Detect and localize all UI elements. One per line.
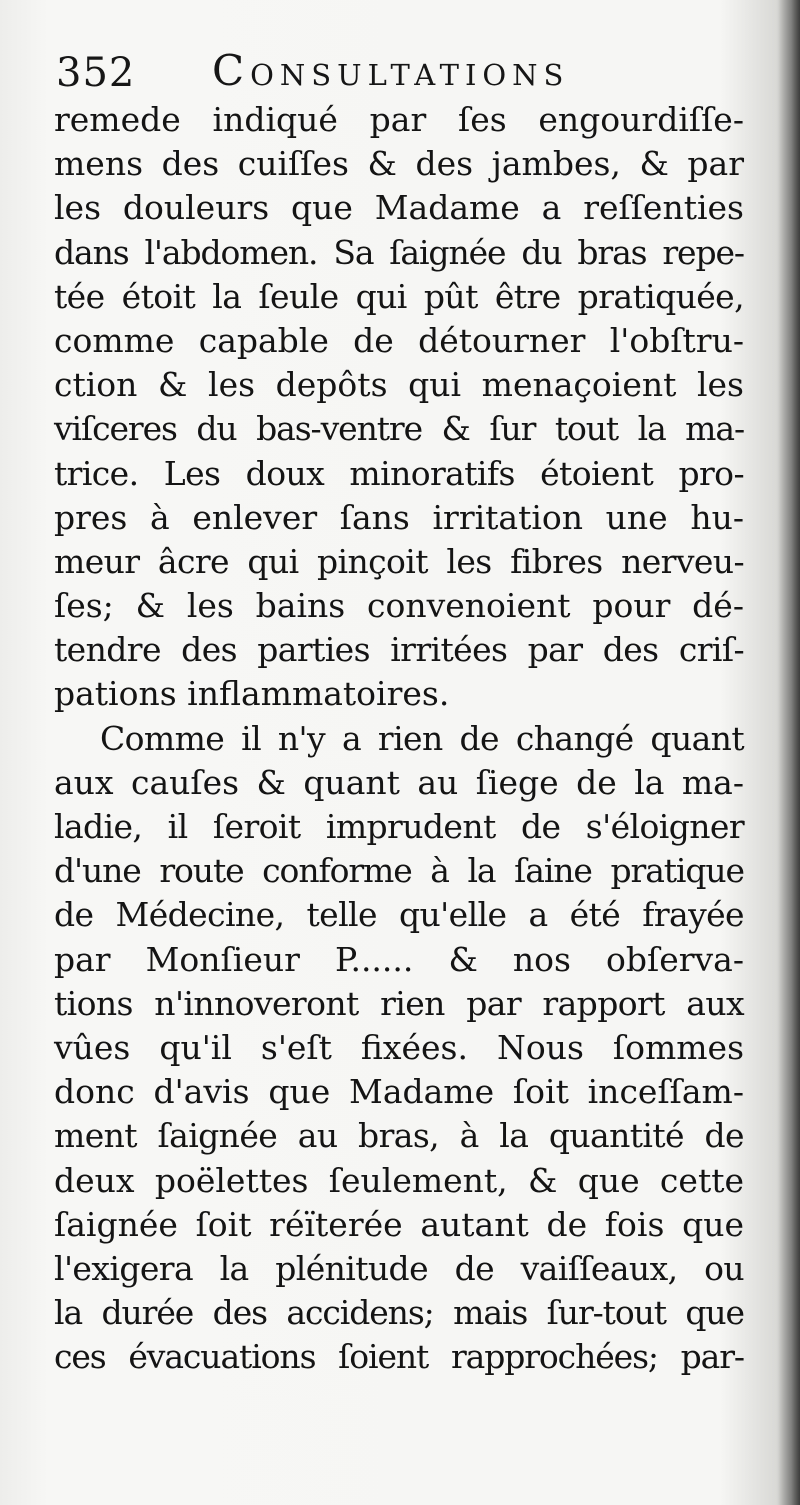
text-line: ction & les depôts qui menaçoient les xyxy=(54,365,744,405)
running-title: Consultations xyxy=(212,46,570,95)
text-line: mens des cuiſſes & des jambes, & par xyxy=(54,144,744,184)
text-line: dans l'abdomen. Sa ſaignée du bras repe- xyxy=(54,232,744,272)
text-line: tendre des parties irritées par des criſ- xyxy=(54,630,744,670)
page-gutter-shadow xyxy=(778,0,800,1505)
text-line: ment ſaignée au bras, à la quantité de xyxy=(54,1116,744,1156)
text-line: ſes; & les bains convenoient pour dé- xyxy=(54,586,744,626)
text-line: ces évacuations ſoient rapprochées; par- xyxy=(54,1337,744,1377)
text-line: donc d'avis que Madame ſoit inceſſam- xyxy=(54,1072,744,1112)
text-line: la durée des accidens; mais ſur-tout que xyxy=(54,1293,744,1333)
text-line: pations inflammatoires. xyxy=(54,674,450,714)
text-line: aux cauſes & quant au ſiege de la ma- xyxy=(54,762,744,802)
text-line: tions n'innoveront rien par rapport aux xyxy=(54,983,744,1023)
text-line: d'une route conforme à la ſaine pratique xyxy=(54,851,744,891)
page-number: 352 xyxy=(56,50,136,96)
text-line: viſceres du bas-ventre & ſur tout la ma- xyxy=(54,409,744,449)
text-line: pres à enlever ſans irritation une hu- xyxy=(54,497,744,537)
text-line: de Médecine, telle qu'elle a été frayée xyxy=(54,895,744,935)
text-line: trice. Les doux minoratifs étoient pro- xyxy=(54,453,744,493)
text-line: ſaignée ſoit réïterée autant de fois que xyxy=(54,1204,744,1244)
text-line: ladie, il ſeroit imprudent de s'éloigner xyxy=(54,807,744,846)
text-line: les douleurs que Madame a reſſenties xyxy=(54,188,744,228)
text-line: comme capable de détourner l'obſtru- xyxy=(54,320,744,360)
paragraph-start-line: Comme il n'y a rien de changé quant xyxy=(100,718,744,758)
text-line: remede indiqué par ſes engourdiſſe- xyxy=(54,100,744,139)
text-line: tée étoit la ſeule qui pût être pratiquée, xyxy=(54,276,744,316)
text-line: vûes qu'il s'eſt fixées. Nous ſommes xyxy=(54,1027,744,1067)
body-text xyxy=(54,98,744,1379)
text-line: l'exigera la plénitude de vaiſſeaux, ou xyxy=(54,1248,744,1288)
text-line: par Monſieur P...... & nos obſerva- xyxy=(54,939,744,979)
text-line: meur âcre qui pinçoit les fibres nerveu- xyxy=(54,541,744,581)
text-line: deux poëlettes ſeulement, & que cette xyxy=(54,1160,744,1200)
